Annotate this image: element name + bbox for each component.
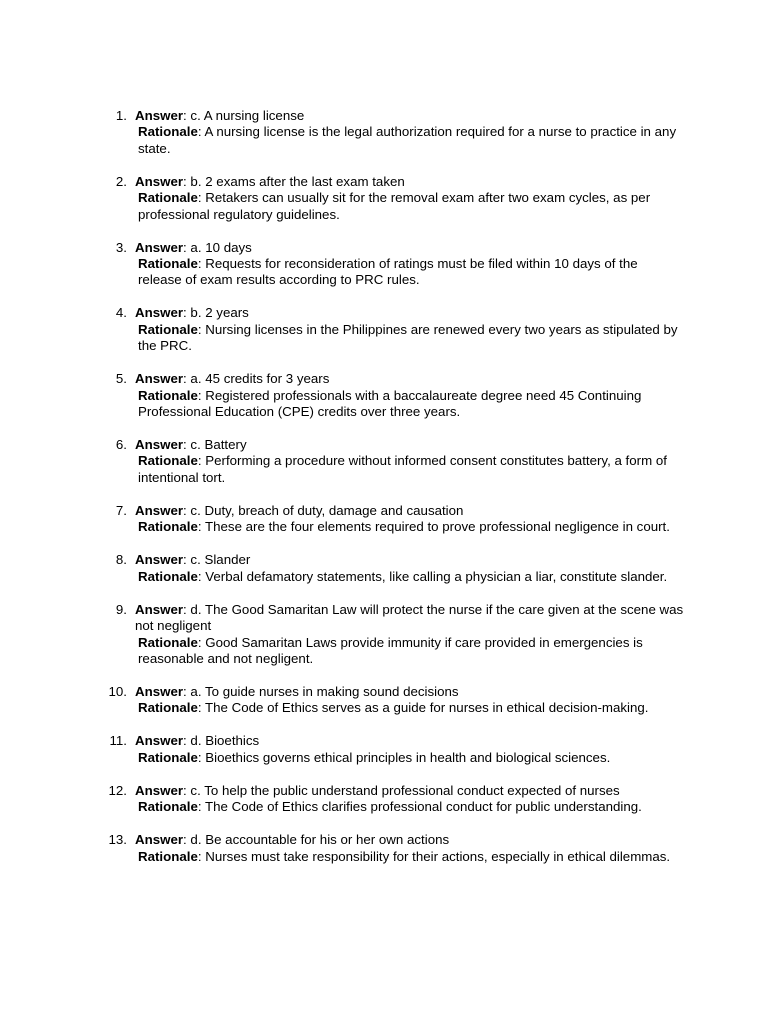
rationale-label: Rationale xyxy=(138,387,198,403)
list-item xyxy=(0,437,768,486)
answer-text: : c. To help the public understand professional conduct expected of nurses xyxy=(183,782,620,798)
rationale-line xyxy=(135,799,684,815)
answer-text: : b. 2 exams after the last exam taken xyxy=(183,173,405,189)
rationale-line xyxy=(135,849,684,865)
rationale-line xyxy=(135,700,684,716)
answer-text: : c. Slander xyxy=(183,552,251,568)
rationale-line xyxy=(135,453,684,486)
answer-label: Answer xyxy=(135,305,184,321)
rationale-label: Rationale xyxy=(138,256,198,272)
rationale-label: Rationale xyxy=(138,321,198,337)
list-item xyxy=(0,108,768,157)
item-number: 2. xyxy=(115,173,127,189)
rationale-line xyxy=(135,256,684,289)
answer-label: Answer xyxy=(135,437,184,453)
rationale-line xyxy=(135,322,684,355)
item-number: 4. xyxy=(115,305,127,321)
rationale-line xyxy=(135,519,684,535)
rationale-line xyxy=(135,635,684,668)
item-number: 12. xyxy=(108,782,127,798)
rationale-label: Rationale xyxy=(138,799,198,815)
answer-label: Answer xyxy=(135,502,184,518)
list-item xyxy=(0,174,768,223)
rationale-label: Rationale xyxy=(138,848,198,864)
rationale-label: Rationale xyxy=(138,190,198,206)
answer-label: Answer xyxy=(135,601,184,617)
rationale-text: : Good Samaritan Laws provide immunity if care provided in emergencies is reasonable and not negligent. xyxy=(138,634,643,666)
answer-label: Answer xyxy=(135,108,184,123)
answer-label: Answer xyxy=(135,782,184,798)
rationale-text: : Registered professionals with a baccalaureate degree need 45 Continuing Professional Education (CPE) credits over three years. xyxy=(138,387,642,420)
list-item xyxy=(0,684,768,717)
answer-text: : d. The Good Samaritan Law will protect the nurse if the care given at the scene was not negligent xyxy=(135,601,684,634)
rationale-text: : These are the four elements required to prove professional negligence in court. xyxy=(197,519,670,535)
item-number: 9. xyxy=(115,601,127,617)
rationale-text: : Nurses must take responsibility for their actions, especially in ethical dilemmas. xyxy=(197,848,671,864)
rationale-line xyxy=(135,750,684,766)
rationale-text: : A nursing license is the legal authorization required for a nurse to practice in any state. xyxy=(138,124,677,156)
rationale-text: : Requests for reconsideration of ratings must be filed within 10 days of the release of exam results according to PRC rules. xyxy=(138,256,638,288)
answer-label: Answer xyxy=(135,371,184,387)
item-number: 3. xyxy=(115,239,127,255)
rationale-text: : Performing a procedure without informed consent constitutes battery, a form of intentional tort. xyxy=(138,453,667,485)
list-item xyxy=(0,240,768,289)
rationale-text: : The Code of Ethics serves as a guide for nurses in ethical decision-making. xyxy=(197,700,649,716)
answer-text: : d. Bioethics xyxy=(183,733,260,749)
rationale-line xyxy=(135,124,684,157)
list-item xyxy=(0,371,768,420)
rationale-line xyxy=(135,388,684,421)
answer-label: Answer xyxy=(135,552,184,568)
rationale-label: Rationale xyxy=(138,124,198,140)
item-number: 13. xyxy=(108,832,127,848)
rationale-label: Rationale xyxy=(138,453,198,469)
item-number: 5. xyxy=(115,371,127,387)
item-number: 1. xyxy=(115,108,127,123)
item-number: 6. xyxy=(115,437,127,453)
answer-text: : a. 45 credits for 3 years xyxy=(183,371,330,387)
answer-key-list xyxy=(0,108,768,882)
rationale-text: : The Code of Ethics clarifies professional conduct for public understanding. xyxy=(197,799,642,815)
rationale-line xyxy=(135,190,684,223)
answer-text: : d. Be accountable for his or her own actions xyxy=(183,832,450,848)
item-number: 7. xyxy=(115,502,127,518)
list-item xyxy=(0,733,768,766)
rationale-text: : Verbal defamatory statements, like calling a physician a liar, constitute slander. xyxy=(197,568,668,584)
rationale-label: Rationale xyxy=(138,519,198,535)
list-item xyxy=(0,305,768,354)
answer-text: : a. To guide nurses in making sound decisions xyxy=(183,683,459,699)
list-item xyxy=(0,602,768,668)
answer-text: : b. 2 years xyxy=(183,305,249,321)
answer-label: Answer xyxy=(135,733,184,749)
answer-label: Answer xyxy=(135,173,184,189)
rationale-text: : Nursing licenses in the Philippines are renewed every two years as stipulated by the PRC. xyxy=(138,321,678,354)
answer-text: : c. A nursing license xyxy=(183,108,305,123)
answer-text: : a. 10 days xyxy=(183,239,252,255)
rationale-text: : Retakers can usually sit for the removal exam after two exam cycles, as per professional regulatory guidelines. xyxy=(138,190,651,222)
rationale-label: Rationale xyxy=(138,568,198,584)
rationale-label: Rationale xyxy=(138,749,198,765)
rationale-line xyxy=(135,569,684,585)
list-item xyxy=(0,783,768,816)
answer-label: Answer xyxy=(135,683,184,699)
list-item xyxy=(0,832,768,865)
item-number: 8. xyxy=(115,552,127,568)
answer-text: : c. Duty, breach of duty, damage and causation xyxy=(183,502,464,518)
answer-text: : c. Battery xyxy=(183,437,247,453)
answer-label: Answer xyxy=(135,239,184,255)
rationale-label: Rationale xyxy=(138,700,198,716)
list-item xyxy=(0,503,768,536)
answer-label: Answer xyxy=(135,832,184,848)
rationale-text: : Bioethics governs ethical principles in health and biological sciences. xyxy=(197,749,611,765)
list-item xyxy=(0,552,768,585)
rationale-label: Rationale xyxy=(138,634,198,650)
item-number: 11. xyxy=(109,733,127,749)
item-number: 10. xyxy=(108,683,127,699)
